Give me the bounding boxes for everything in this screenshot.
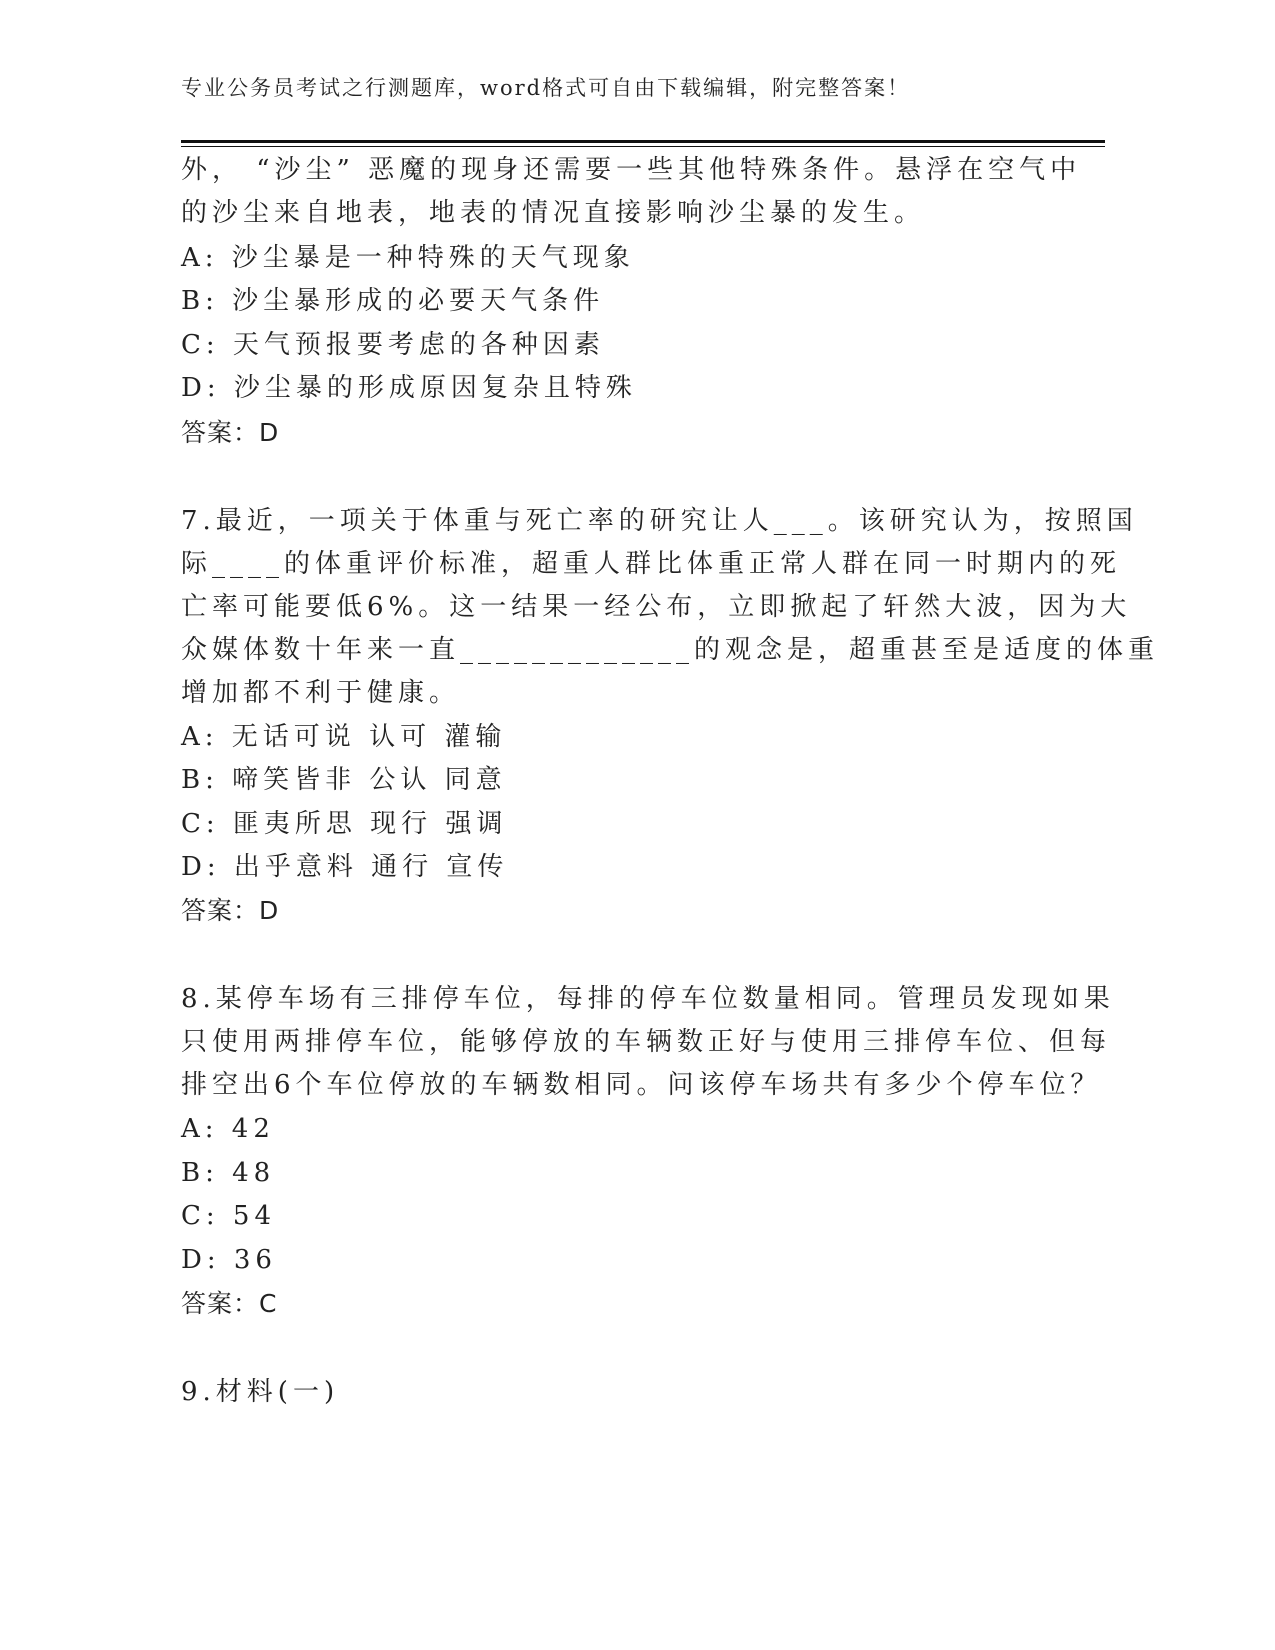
q7-option-d: D: 出乎意料 通行 宣传	[181, 852, 509, 882]
q7-option-c: C: 匪夷所思 现行 强调	[181, 809, 508, 839]
q8-text-line: 8.某停车场有三排停车位，每排的停车位数量相同。管理员发现如果	[181, 984, 1115, 1014]
q9-text-line: 9.材料(一)	[181, 1377, 340, 1407]
q8-option-c: C: 54	[181, 1201, 277, 1231]
page-header: 专业公务员考试之行测题库，word格式可自由下载编辑，附完整答案！	[181, 76, 911, 100]
q7-text-line: 增加都不利于健康。	[181, 678, 461, 708]
q6-option-c: C: 天气预报要考虑的各种因素	[181, 330, 605, 360]
q6-option-d: D: 沙尘暴的形成原因复杂且特殊	[181, 373, 637, 403]
q8-option-d: D: 36	[181, 1245, 277, 1275]
header-rule-thin	[181, 146, 1105, 147]
header-rule-thick	[181, 140, 1105, 143]
q7-text-line: 7.最近，一项关于体重与死亡率的研究让人___。该研究认为，按照国	[181, 506, 1138, 536]
q6-answer: 答案：D	[181, 418, 280, 447]
q6-text-line: 外， “沙尘” 恶魔的现身还需要一些其他特殊条件。悬浮在空气中	[181, 155, 1082, 185]
q7-answer: 答案：D	[181, 896, 280, 925]
q7-option-a: A: 无话可说 认可 灌输	[181, 722, 507, 752]
q6-option-b: B: 沙尘暴形成的必要天气条件	[181, 286, 605, 316]
q8-answer: 答案：C	[181, 1289, 278, 1318]
q7-text-line: 众媒体数十年来一直_____________的观念是，超重甚至是适度的体重	[181, 635, 1160, 665]
q7-text-line: 亡率可能要低6%。这一结果一经公布，立即掀起了轩然大波，因为大	[181, 592, 1132, 622]
q7-option-b: B: 啼笑皆非 公认 同意	[181, 765, 507, 795]
q7-text-line: 际____的体重评价标准，超重人群比体重正常人群在同一时期内的死	[181, 549, 1122, 579]
q8-text-line: 只使用两排停车位，能够停放的车辆数正好与使用三排停车位、但每	[181, 1027, 1112, 1057]
q8-option-a: A: 42	[181, 1114, 275, 1144]
q6-text-line: 的沙尘来自地表，地表的情况直接影响沙尘暴的发生。	[181, 198, 926, 228]
q6-option-a: A: 沙尘暴是一种特殊的天气现象	[181, 243, 635, 273]
q8-option-b: B: 48	[181, 1158, 276, 1188]
q8-text-line: 排空出6个车位停放的车辆数相同。问该停车场共有多少个停车位？	[181, 1070, 1102, 1100]
